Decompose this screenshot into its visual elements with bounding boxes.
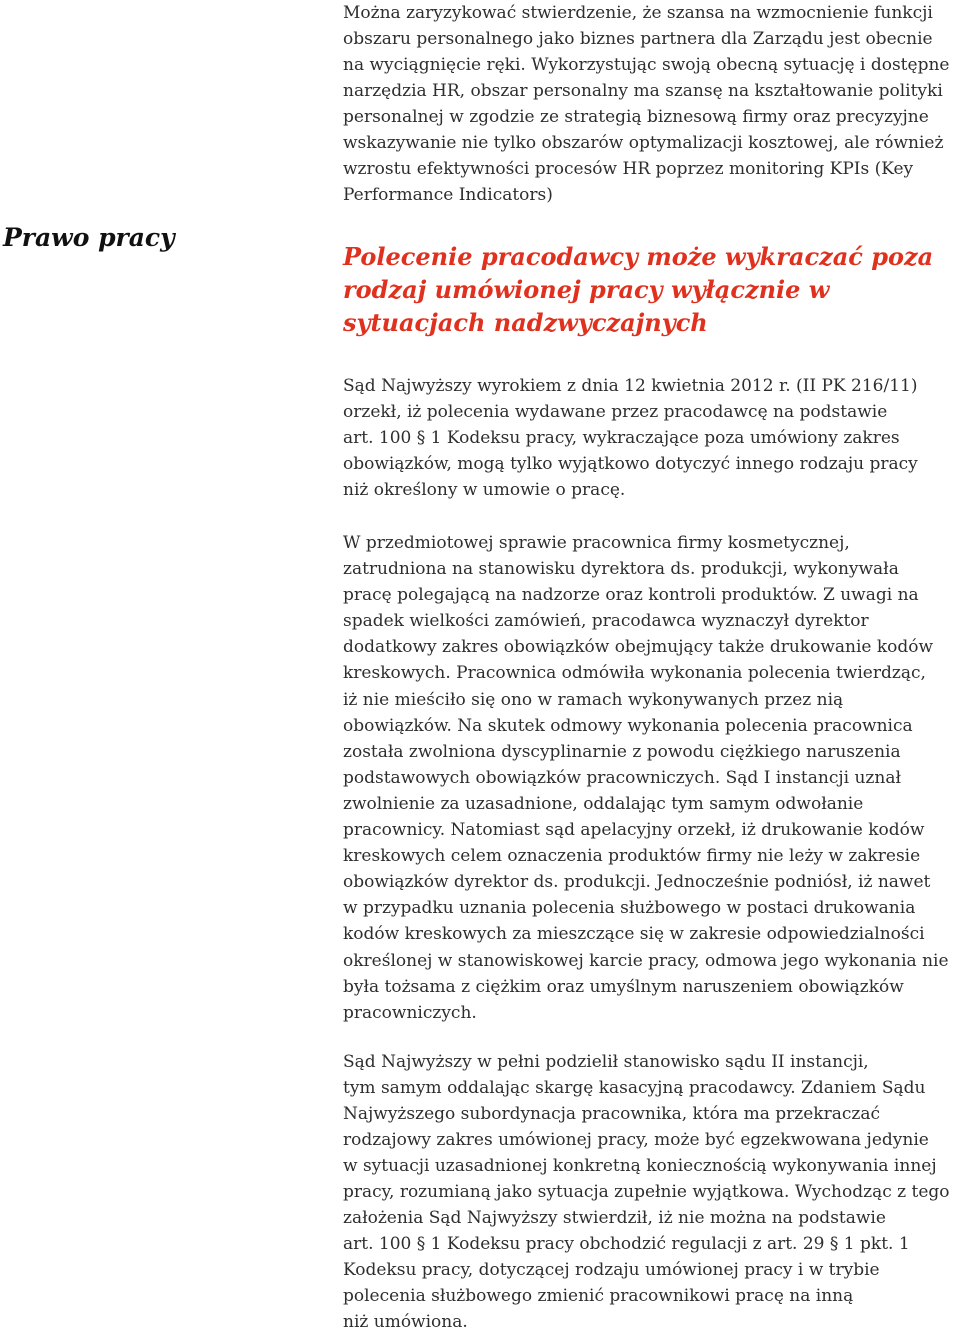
- text-line: kreskowych. Pracownica odmówiła wykonania polecenia twierdząc,: [343, 663, 926, 684]
- text-line: pracowniczych.: [343, 1002, 477, 1023]
- heading-line: rodzaj umówionej pracy wyłącznie w: [343, 275, 830, 304]
- text-line: dodatkowy zakres obowiązków obejmujący także drukowanie kodów: [343, 637, 934, 658]
- text-line: Sąd Najwyższy w pełni podzielił stanowisko sądu II instancji,: [343, 1052, 869, 1072]
- text-line: pracy, rozumianą jako sytuacja zupełnie wyjątkowa. Wychodząc z tego: [343, 1182, 950, 1202]
- text-line: pracę polegającą na nadzorze oraz kontroli produktów. Z uwagi na: [343, 585, 919, 606]
- text-line: w sytuacji uzasadnionej konkretną koniecznością wykonywania innej: [343, 1156, 937, 1176]
- text-line: orzekł, iż polecenia wydawane przez pracodawcę na podstawie: [343, 402, 888, 422]
- case-description-paragraph: [343, 530, 958, 1026]
- text-line: W przedmiotowej sprawie pracownica firmy kosmetycznej,: [343, 533, 850, 553]
- text-line: wzrostu efektywności procesów HR poprzez monitoring KPIs (Key: [343, 159, 914, 179]
- supreme-court-position-paragraph: [343, 1049, 958, 1335]
- text-line: została zwolniona dyscyplinarnie z powodu ciężkiego naruszenia: [343, 741, 901, 762]
- text-line: założenia Sąd Najwyższy stwierdził, iż nie można na podstawie: [343, 1208, 886, 1228]
- section-label: Prawo pracy: [3, 223, 175, 252]
- text-line: kreskowych celem oznaczenia produktów firmy nie leży w zakresie: [343, 846, 921, 867]
- text-line: obowiązków dyrektor ds. produkcji. Jednocześnie podniósł, iż nawet: [343, 872, 931, 893]
- text-line: polecenia służbowego zmienić pracownikowi pracę na inną: [343, 1286, 854, 1306]
- text-line: określonej w stanowiskowej karcie pracy, odmowa jego wykonania nie: [343, 950, 949, 971]
- text-line: kodów kreskowych za mieszczące się w zakresie odpowiedzialności: [343, 924, 925, 945]
- text-line: rodzajowy zakres umówionej pracy, może być egzekwowana jedynie: [343, 1130, 929, 1150]
- text-line: była tożsama z ciężkim oraz umyślnym naruszeniem obowiązków: [343, 976, 904, 997]
- text-line: Sąd Najwyższy wyrokiem z dnia 12 kwietnia 2012 r. (II PK 216/11): [343, 376, 918, 396]
- heading-line: Polecenie pracodawcy może wykraczać poza: [343, 242, 934, 271]
- text-line: obszaru personalnego jako biznes partnera dla Zarządu jest obecnie: [343, 29, 933, 49]
- text-line: iż nie mieściło się ono w ramach wykonywanych przez nią: [343, 689, 844, 710]
- ruling-paragraph: [343, 373, 958, 503]
- text-line: wskazywanie nie tylko obszarów optymalizacji kosztowej, ale również: [343, 133, 944, 153]
- text-line: Performance Indicators): [343, 185, 553, 205]
- intro-paragraph: [343, 0, 958, 208]
- text-line: obowiązków, mogą tylko wyjątkowo dotyczyć innego rodzaju pracy: [343, 454, 918, 474]
- text-line: tym samym oddalając skargę kasacyjną pracodawcy. Zdaniem Sądu: [343, 1078, 926, 1098]
- text-line: Najwyższego subordynacja pracownika, która ma przekraczać: [343, 1104, 880, 1124]
- text-line: obowiązków. Na skutek odmowy wykonania polecenia pracownica: [343, 715, 913, 736]
- text-line: na wyciągnięcie ręki. Wykorzystując swoją obecną sytuację i dostępne: [343, 55, 950, 75]
- text-line: zatrudniona na stanowisku dyrektora ds. produkcji, wykonywała: [343, 559, 899, 580]
- heading-line: sytuacjach nadzwyczajnych: [343, 308, 708, 337]
- text-line: personalnej w zgodzie ze strategią biznesową firmy oraz precyzyjne: [343, 107, 929, 127]
- text-line: pracownicy. Natomiast sąd apelacyjny orzekł, iż drukowanie kodów: [343, 820, 925, 841]
- text-line: art. 100 § 1 Kodeksu pracy obchodzić regulacji z art. 29 § 1 pkt. 1: [343, 1234, 910, 1254]
- text-line: niż umówiona.: [343, 1312, 468, 1332]
- text-line: art. 100 § 1 Kodeksu pracy, wykraczające poza umówiony zakres: [343, 428, 900, 448]
- text-line: Kodeksu pracy, dotyczącej rodzaju umówionej pracy i w trybie: [343, 1260, 880, 1280]
- text-line: podstawowych obowiązków pracowniczych. Sąd I instancji uznał: [343, 767, 901, 788]
- text-line: w przypadku uznania polecenia służbowego w postaci drukowania: [343, 898, 916, 919]
- text-line: niż określony w umowie o pracę.: [343, 480, 626, 500]
- text-line: Można zaryzykować stwierdzenie, że szansa na wzmocnienie funkcji: [343, 3, 933, 23]
- text-line: zwolnienie za uzasadnione, oddalając tym samym odwołanie: [343, 793, 864, 814]
- article-heading: [343, 240, 958, 339]
- text-line: spadek wielkości zamówień, pracodawca wyznaczył dyrektor: [343, 611, 869, 632]
- text-line: narzędzia HR, obszar personalny ma szansę na kształtowanie polityki: [343, 81, 943, 101]
